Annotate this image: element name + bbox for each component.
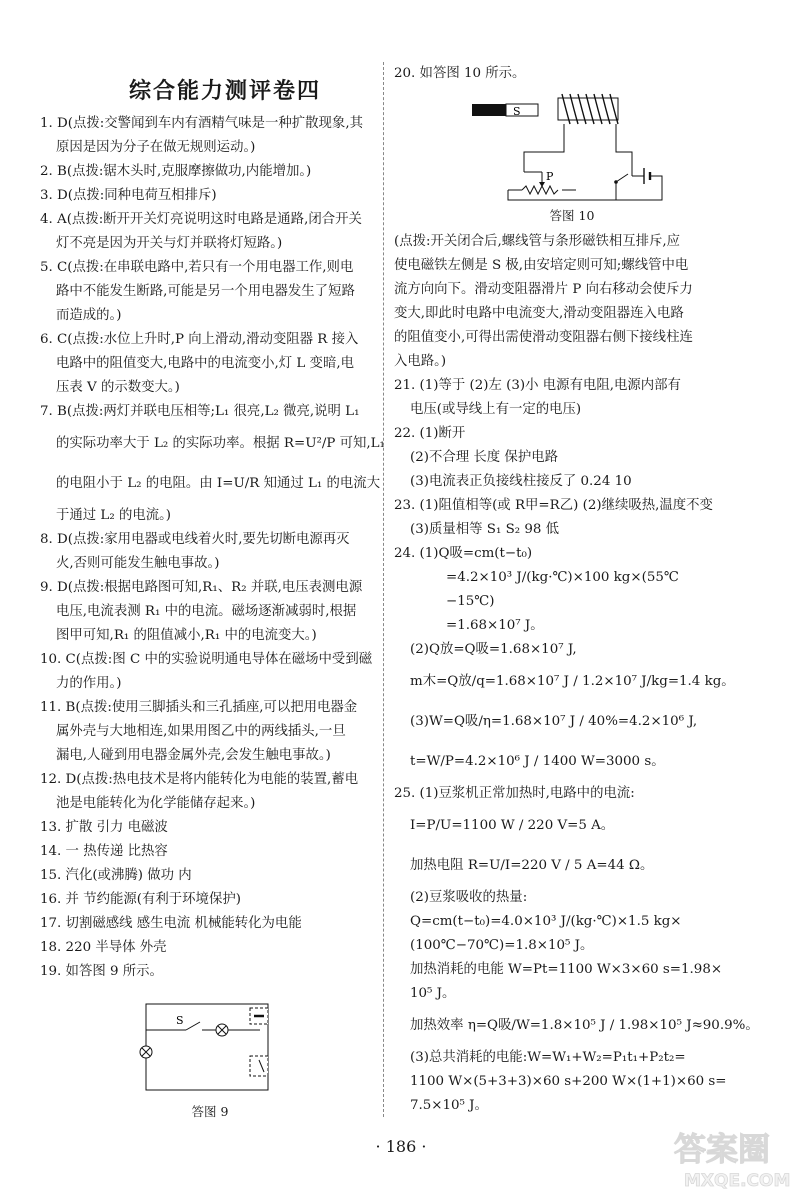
answer-line: 加热消耗的电能 W=Pt=1100 W×3×60 s=1.98× xyxy=(410,962,723,977)
answer-line: m木=Q放/q=1.68×10⁷ J / 1.2×10⁷ J/kg=1.4 kg。 xyxy=(410,674,735,689)
answer-line: 加热效率 η=Q吸/W=1.8×10⁵ J / 1.98×10⁵ J≈90.9%。 xyxy=(410,1018,759,1033)
answer-line: 力的作用。) xyxy=(56,676,122,691)
answer-line: 的实际功率大于 L₂ 的实际功率。根据 R=U²/P 可知,L₁ xyxy=(56,436,385,451)
answer-line: 24. (1)Q吸=cm(t−t₀) xyxy=(394,546,533,561)
answer-line: 16. 并 节约能源(有利于环境保护) xyxy=(40,892,241,907)
column-divider xyxy=(383,62,384,1117)
answer-line: 5. C(点拨:在串联电路中,若只有一个用电器工作,则电 xyxy=(40,260,354,275)
answer-line: 14. 一 热传递 比热容 xyxy=(40,844,168,859)
wire-bottom xyxy=(508,190,576,200)
bar-magnet-light-half xyxy=(506,104,538,116)
answer-line: 13. 扩散 引力 电磁波 xyxy=(40,820,168,835)
answer-line: 的电阻小于 L₂ 的电阻。由 I=U/R 知通过 L₁ 的电流大 xyxy=(56,476,381,491)
answer-line: 22. (1)断开 xyxy=(394,426,466,441)
answer-line: 12. D(点拨:热电技术是将内能转化为电能的装置,蓄电 xyxy=(40,772,359,787)
answer-line: (3)总共消耗的电能:W=W₁+W₂=P₁t₁+P₂t₂= xyxy=(410,1050,686,1065)
switch-box-bottom xyxy=(250,1056,268,1076)
answer-line: =4.2×10³ J/(kg·℃)×100 kg×(55℃ xyxy=(446,570,679,585)
answer-line: 21. (1)等于 (2)左 (3)小 电源有电阻,电源内部有 xyxy=(394,378,681,393)
answer-line: 10. C(点拨:图 C 中的实验说明通电导体在磁场中受到磁 xyxy=(40,652,373,667)
answer-line: 10⁵ J。 xyxy=(410,986,456,1001)
answer-line: 6. C(点拨:水位上升时,P 向上滑动,滑动变阻器 R 接入 xyxy=(40,332,359,347)
answer-line: 3. D(点拨:同种电荷互相排斥) xyxy=(40,188,217,203)
answer-line: 加热电阻 R=U/I=220 V / 5 A=44 Ω。 xyxy=(410,858,654,873)
switch-s-label: S xyxy=(176,1014,184,1027)
magnet-pole-label: S xyxy=(513,105,521,118)
watermark-logo xyxy=(670,1120,790,1195)
answer-line: 入电路。) xyxy=(394,354,447,369)
switch-pivot xyxy=(614,180,618,184)
answer-line: 电压(或导线上有一定的电压) xyxy=(410,402,582,417)
answer-line: 属外壳与大地相连,如果用图乙中的两线插头,一旦 xyxy=(56,724,346,739)
answer-line: 7. B(点拨:两灯并联电压相等;L₁ 很亮,L₂ 微亮,说明 L₁ xyxy=(40,404,360,419)
answer-line: −15℃) xyxy=(446,594,495,609)
answer-line: 电路中的阻值变大,电路中的电流变小,灯 L 变暗,电 xyxy=(56,356,354,371)
answer-line: 15. 汽化(或沸腾) 做功 内 xyxy=(40,868,192,883)
answer-line: =1.68×10⁷ J。 xyxy=(446,618,544,633)
answer-line: 使电磁铁左侧是 S 极,由安培定则可知;螺线管中电 xyxy=(394,258,689,273)
answer-line: 23. (1)阻值相等(或 R甲=R乙) (2)继续吸热,温度不变 xyxy=(394,498,713,513)
wire-left xyxy=(524,124,564,172)
answer-line: (点拨:开关闭合后,螺线管与条形磁铁相互排斥,应 xyxy=(394,234,681,249)
answer-line: 于通过 L₂ 的电流。) xyxy=(56,508,172,523)
answer-line: (2)豆浆吸收的热量: xyxy=(410,890,528,905)
answer-line: 4. A(点拨:断开开关灯亮说明这时电路是通路,闭合开关 xyxy=(40,212,362,227)
answer-line: 8. D(点拨:家用电器或电线着火时,要先切断电源再灭 xyxy=(40,532,350,547)
answer-line: 灯不亮是因为开关与灯并联将灯短路。) xyxy=(56,236,283,251)
page-title: 综合能力测评卷四 xyxy=(128,79,321,104)
answer-line: 图甲可知,R₁ 的阻值减小,R₁ 中的电流变大。) xyxy=(56,628,317,643)
circuit-diagram-fig10 xyxy=(466,90,676,208)
switch-s-blade xyxy=(186,1022,200,1030)
answer-line: 1. D(点拨:交警闻到车内有酒精气味是一种扩散现象,其 xyxy=(40,116,363,131)
switch-blade xyxy=(616,174,628,182)
wire-battery-return xyxy=(616,176,662,200)
answer-line: 火,否则可能发生触电事故。) xyxy=(56,556,220,571)
right-column xyxy=(394,230,774,1118)
answer-line: 17. 切割磁感线 感生电流 机械能转化为电能 xyxy=(40,916,302,931)
answer-line: 25. (1)豆浆机正常加热时,电路中的电流: xyxy=(394,786,635,801)
answer-line: (3)质量相等 S₁ S₂ 98 低 xyxy=(410,522,560,537)
answer-line: 19. 如答图 9 所示。 xyxy=(40,964,163,979)
answer-line: 原因是因为分子在做无规则运动。) xyxy=(56,140,256,155)
answer-line: t=W/P=4.2×10⁶ J / 1400 W=3000 s。 xyxy=(410,754,665,769)
watermark-url: MXQE.COM xyxy=(684,1171,790,1191)
wire-right xyxy=(616,124,632,170)
left-column xyxy=(40,112,385,984)
slider-arrowhead xyxy=(539,182,545,187)
answer-line: 9. D(点拨:根据电路图可知,R₁、R₂ 并联,电压表测电源 xyxy=(40,580,363,595)
fig10-caption: 答图 10 xyxy=(549,208,595,223)
answer-line: 漏电,人碰到用电器金属外壳,会发生触电事故。) xyxy=(56,748,331,763)
answer-line: (100℃−70℃)=1.8×10⁵ J。 xyxy=(410,938,594,953)
answer-line: (2)Q放=Q吸=1.68×10⁷ J, xyxy=(410,642,577,657)
answer-line: 流方向向下。滑动变阻器滑片 P 向右移动会使斥力 xyxy=(394,282,693,297)
rheostat-resistor xyxy=(522,186,558,194)
slider-label: P xyxy=(546,170,554,183)
answer-line: 18. 220 半导体 外壳 xyxy=(40,940,167,955)
answer-line: 的阻值变小,可得出需使滑动变阻器右侧下接线柱连 xyxy=(394,330,693,345)
answer-line: Q=cm(t−t₀)=4.0×10³ J/(kg·℃)×1.5 kg× xyxy=(410,914,682,929)
answer-line: 20. 如答图 10 所示。 xyxy=(394,66,526,81)
wire-to-switch xyxy=(576,182,616,200)
answer-line: 变大,即此时电路中电流变大,滑动变阻器连入电路 xyxy=(394,306,684,321)
answer-line: 7.5×10⁵ J。 xyxy=(410,1098,488,1113)
fig9-caption: 答图 9 xyxy=(191,1104,229,1119)
answer-line: (3)W=Q吸/η=1.68×10⁷ J / 40%=4.2×10⁶ J, xyxy=(410,714,698,729)
answer-line: 电压,电流表测 R₁ 中的电流。磁场逐渐减弱时,根据 xyxy=(56,604,357,619)
bar-magnet-dark-half xyxy=(472,104,506,116)
answer-line: 路中不能发生断路,可能是另一个用电器发生了短路 xyxy=(56,284,355,299)
circuit-frame xyxy=(146,1004,268,1090)
answer-line: 池是电能转化为化学能储存起来。) xyxy=(56,796,256,811)
answer-line: 1100 W×(5+3+3)×60 s+200 W×(1+1)×60 s= xyxy=(410,1074,727,1089)
answer-line: (3)电流表正负接线柱接反了 0.24 10 xyxy=(410,474,632,489)
answer-line: I=P/U=1100 W / 220 V=5 A。 xyxy=(410,818,615,833)
answer-line: 压表 V 的示数变大。) xyxy=(56,380,180,395)
right-column-top xyxy=(394,62,774,86)
page-number: · 186 · xyxy=(375,1137,427,1156)
circuit-diagram-fig9 xyxy=(128,1000,288,1100)
answer-line: 11. B(点拨:使用三脚插头和三孔插座,可以把用电器金 xyxy=(40,700,358,715)
answer-line: 2. B(点拨:锯木头时,克服摩擦做功,内能增加。) xyxy=(40,164,312,179)
answer-line: 而造成的。) xyxy=(56,308,122,323)
answer-line: (2)不合理 长度 保护电路 xyxy=(410,450,558,465)
watermark-text: 答案圈 xyxy=(674,1130,771,1168)
